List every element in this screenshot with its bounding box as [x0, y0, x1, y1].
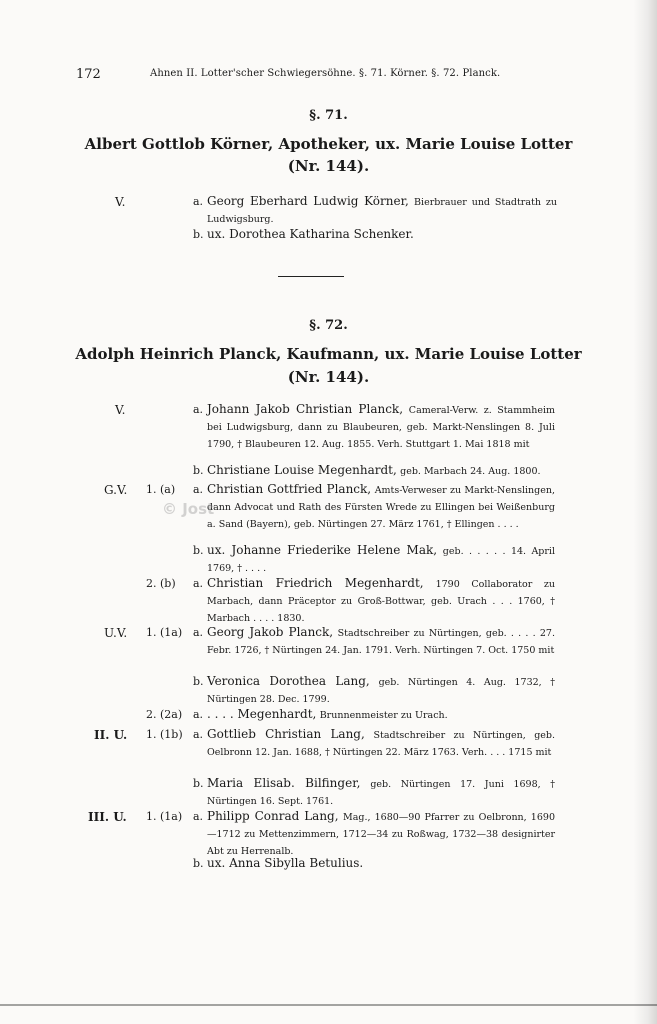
entry-gottlieb-christian-lang	[207, 726, 555, 761]
person-details: Stadtschreiber zu Nürtingen, geb. . . . . 27. Febr. 1726, † Nürtingen 24. Jan. 1791. Verh. Nürtingen 7. Oct. 1750 mit	[207, 628, 555, 656]
entry-koerner-father	[207, 193, 557, 228]
ancestor-number: 1. (a)	[146, 483, 176, 496]
person-details: geb. Nürtingen 17. Juni 1698, † Nürtingen 16. Sept. 1761.	[207, 779, 555, 807]
person-name: Georg Jakob Planck,	[207, 625, 334, 639]
entry-philipp-conrad-lang	[207, 808, 555, 860]
person-details: 1790 Collaborator zu Marbach, dann Präceptor zu Groß-Bottwar, geb. Urach . . . 1760, † Marbach . . . . 1830.	[207, 579, 556, 624]
entry-christian-friedrich-megenhardt	[207, 575, 555, 627]
entry-maria-bilfinger	[207, 775, 555, 810]
person-name: Maria Elisab. Bilfinger,	[207, 776, 361, 790]
person-name: Christian Friedrich Megenhardt,	[207, 576, 424, 590]
generation-label: U.V.	[104, 626, 128, 640]
running-title: Ahnen II. Lotter'scher Schwiegersöhne. §. 71. Körner. §. 72. Planck.	[150, 68, 501, 79]
entry-letter: a.	[193, 626, 204, 639]
generation-label: G.V.	[104, 483, 128, 497]
section-71-title-line1: Albert Gottlob Körner, Apotheker, ux. Marie Louise Lotter	[84, 135, 573, 153]
entry-johanne-mak	[207, 542, 555, 577]
entry-letter: a.	[193, 708, 204, 721]
person-details: Stadtschreiber zu Nürtingen, geb. Oelbronn 12. Jan. 1688, † Nürtingen 22. März 1763. Verh. . . . 1715 mit	[207, 730, 555, 758]
entry-letter: b.	[193, 228, 204, 241]
entry-johann-planck	[207, 401, 555, 453]
entry-letter: a.	[193, 195, 204, 208]
person-name: Philipp Conrad Lang,	[207, 809, 339, 823]
person-details: Mag., 1680—90 Pfarrer zu Oelbronn, 1690—1712 zu Mettenzimmern, 1712—34 zu Roßwag, 1732—38 designirter Abt zu Herrenalb.	[207, 812, 555, 857]
entry-letter: a.	[193, 483, 204, 496]
entry-letter: b.	[193, 777, 204, 790]
watermark: © Jost	[162, 500, 215, 518]
entry-veronica-lang	[207, 673, 555, 708]
entry-georg-jakob-planck	[207, 624, 555, 659]
person-name: ux. Johanne Friederike Helene Mak,	[207, 543, 438, 557]
entry-letter: b.	[193, 857, 204, 870]
generation-label: V.	[115, 403, 126, 417]
ancestor-number: 1. (1a)	[146, 810, 183, 823]
person-name: Christiane Louise Megenhardt,	[207, 463, 397, 477]
section-71-title-line2: (Nr. 144).	[287, 157, 370, 175]
person-name: Gottlieb Christian Lang,	[207, 727, 365, 741]
section-divider	[278, 276, 344, 277]
person-name: Georg Eberhard Ludwig Körner,	[207, 194, 409, 208]
section-72-title-line1: Adolph Heinrich Planck, Kaufmann, ux. Marie Louise Lotter	[75, 345, 582, 363]
entry-letter: b.	[193, 544, 204, 557]
ancestor-number: 1. (1a)	[146, 626, 183, 639]
person-details: Bierbrauer und Stadtrath zu Ludwigsburg.	[207, 197, 557, 225]
person-details: geb. Nürtingen 4. Aug. 1732, † Nürtingen 28. Dec. 1799.	[207, 677, 555, 705]
ancestor-number: 1. (1b)	[146, 728, 183, 741]
entry-christiane-megenhardt	[207, 462, 555, 480]
person-name: Christian Gottfried Planck,	[207, 482, 372, 496]
person-name: ux. Dorothea Katharina Schenker.	[207, 227, 414, 241]
entry-christian-gottfried-planck	[207, 481, 555, 533]
person-details: Amts-Verweser zu Markt-Nenslingen, dann Advocat und Rath des Fürsten Wrede zu Ellingen bei Weißenburg a. Sand (Bayern), geb. Nürtingen 27. März 1761, † Ellingen . . . .	[207, 485, 556, 530]
section-72-number: §. 72.	[309, 318, 348, 333]
entry-letter: b.	[193, 464, 204, 477]
ancestor-number: 2. (b)	[146, 577, 176, 590]
person-name: Johann Jakob Christian Planck,	[207, 402, 404, 416]
entry-letter: b.	[193, 675, 204, 688]
person-details: Cameral-Verw. z. Stammheim bei Ludwigsburg, dann zu Blaubeuren, geb. Markt-Nenslingen 8. Juli 1790, † Blaubeuren 12. Aug. 1855. Verh. Stuttgart 1. Mai 1818 mit	[207, 405, 556, 450]
entry-koerner-mother	[207, 226, 542, 243]
entry-letter: a.	[193, 728, 204, 741]
section-71-number: §. 71.	[309, 108, 348, 123]
page-bottom-edge	[0, 1004, 657, 1006]
entry-letter: a.	[193, 810, 204, 823]
person-name: Veronica Dorothea Lang,	[207, 674, 370, 688]
generation-label: III. U.	[88, 810, 127, 824]
entry-letter: a.	[193, 403, 204, 416]
section-72-title-line2: (Nr. 144).	[287, 368, 370, 386]
person-details: geb. Marbach 24. Aug. 1800.	[400, 466, 541, 477]
generation-label: V.	[115, 195, 126, 209]
person-details: Brunnenmeister zu Urach.	[319, 710, 448, 721]
person-name: ux. Anna Sibylla Betulius.	[207, 856, 364, 870]
person-name: . . . . Megenhardt,	[207, 707, 317, 721]
page-number: 172	[76, 67, 101, 82]
ancestor-number: 2. (2a)	[146, 708, 183, 721]
generation-label: II. U.	[94, 728, 128, 742]
entry-anna-betulius	[207, 855, 555, 872]
person-details: geb. . . . . . 14. April 1769, † . . . .	[207, 546, 555, 574]
entry-letter: a.	[193, 577, 204, 590]
entry-megenhardt-brunnenmeister	[207, 706, 555, 724]
